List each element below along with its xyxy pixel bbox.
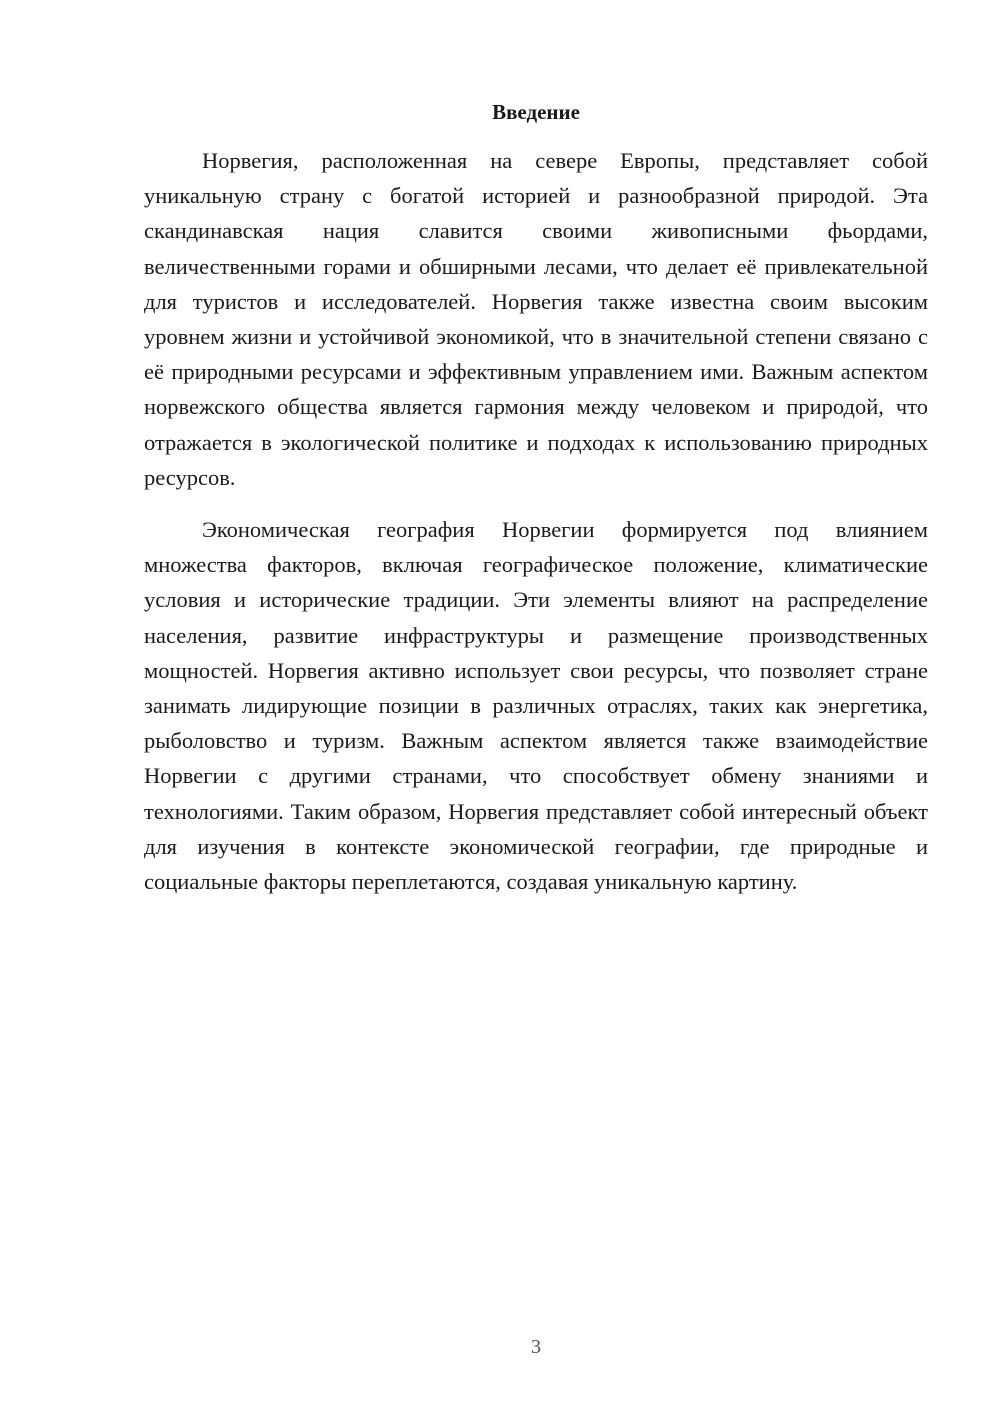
page-number: 3: [531, 1336, 541, 1358]
paragraph-intro: Норвегия, расположенная на севере Европы, представляет собой уникальную страну с богатой историей и разнообразной природой. Эта скандинавская нация славится своими живописными фьордами, величественными горами и обширными лесами, что делает её привлекательной для туристов и исследователей. Норвегия также известна своим высоким уровнем жизни и устойчивой экономикой, что в значительной степени связано с её природными ресурсами и эффективным управлением ими. Важным аспектом норвежского общества является гармония между человеком и природой, что отражается в экологической политике и подходах к использованию природных ресурсов.: [144, 148, 928, 490]
section-heading: Введение: [492, 100, 580, 124]
body-text: [144, 143, 928, 899]
paragraph-economic-geography: Экономическая география Норвегии формируется под влиянием множества факторов, включая географическое положение, климатические условия и исторические традиции. Эти элементы влияют на распределение населения, развитие инфраструктуры и размещение производственных мощностей. Норвегия активно использует свои ресурсы, что позволяет стране занимать лидирующие позиции в различных отраслях, таких как энергетика, рыболовство и туризм. Важным аспектом является также взаимодействие Норвегии с другими странами, что способствует обмену знаниями и технологиями. Таким образом, Норвегия представляет собой интересный объект для изучения в контексте экономической географии, где природные и социальные факторы переплетаются, создавая уникальную картину.: [144, 517, 928, 895]
